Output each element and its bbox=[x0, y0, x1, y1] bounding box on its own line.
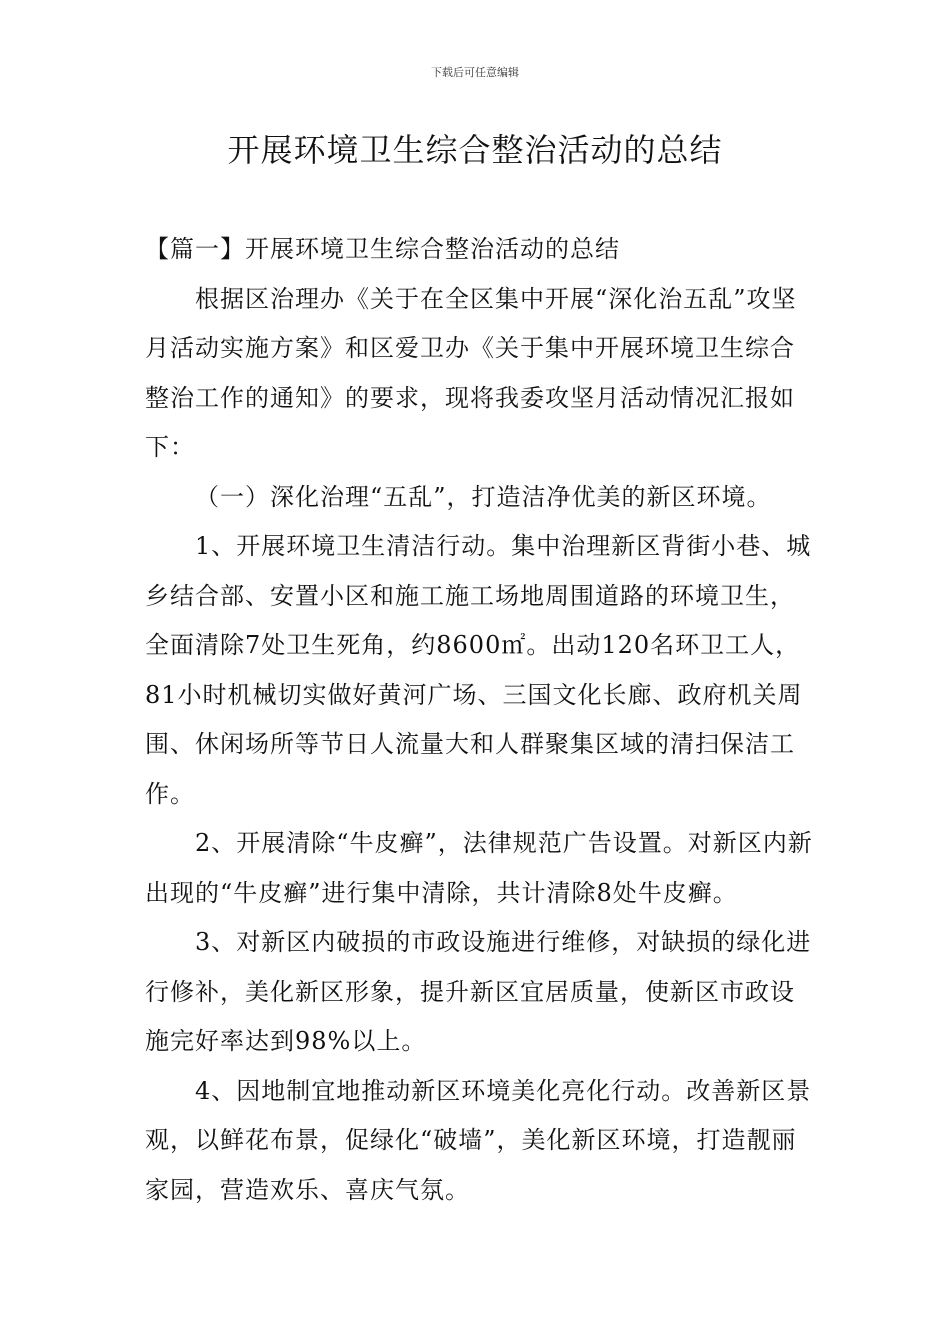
section-heading: 【篇一】开展环境卫生综合整治活动的总结 bbox=[145, 235, 620, 263]
paragraph-item-1: 1、开展环境卫生清洁行动。集中治理新区背街小巷、城乡结合部、安置小区和施工施工场地周围道路的环境卫生，全面清除7处卫生死角，约8600㎡。出动120名环卫工人，81小时机械切实做好黄河广场、三国文化长廊、政府机关周围、休闲场所等节日人流量大和人群聚集区域的清扫保洁工作。 bbox=[145, 532, 812, 808]
header-note: 下载后可任意编辑 bbox=[431, 66, 519, 79]
paragraph-item-4: 4、因地制宜地推动新区环境美化亮化行动。改善新区景观，以鲜花布景，促绿化“破墙”，美化新区环境，打造靓丽家园，营造欢乐、喜庆气氛。 bbox=[145, 1076, 812, 1204]
paragraph-item-2: 2、开展清除“牛皮癣”，法律规范广告设置。对新区内新出现的“牛皮癣”进行集中清除，共计清除8处牛皮癣。 bbox=[145, 829, 813, 907]
paragraph-subheading-1: （一）深化治理“五乱”，打造洁净优美的新区环境。 bbox=[195, 482, 772, 511]
paragraph-intro: 根据区治理办《关于在全区集中开展“深化治五乱”攻坚月活动实施方案》和区爱卫办《关于集中开展环境卫生综合整治工作的通知》的要求，现将我委攻坚月活动情况汇报如下： bbox=[145, 284, 797, 461]
document-body bbox=[145, 225, 815, 1215]
paragraph-item-3: 3、对新区内破损的市政设施进行维修，对缺损的绿化进行修补，美化新区形象，提升新区宜居质量，使新区市政设施完好率达到98%以上。 bbox=[145, 928, 812, 1055]
document-title: 开展环境卫生综合整治活动的总结 bbox=[227, 131, 723, 169]
